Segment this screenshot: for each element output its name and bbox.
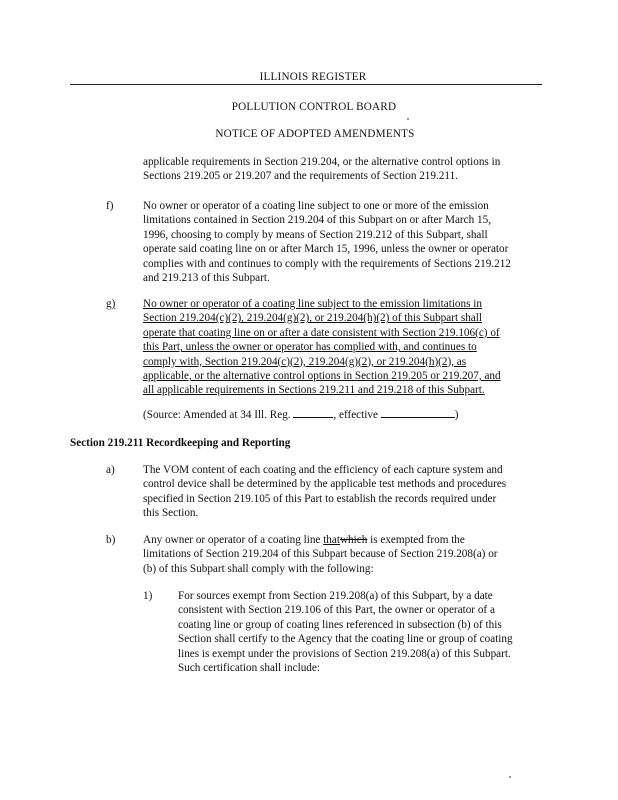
text-line: 1996, choosing to comply by means of Section 219.212 of this Subpart, shall [143,228,488,241]
b-line1-prefix: Any owner or operator of a coating line [143,534,324,546]
b-line1-suffix: is exempted from the [367,534,465,546]
added-word: that [323,534,340,546]
text-line: consistent with Section 219.106 of this Part, the owner or operator of a [178,604,495,617]
header-rule [70,84,542,85]
text-line: applicable, or the alternative control options in Section 219.205 or 219.207, and [143,370,501,383]
deleted-word: which [339,534,368,546]
text-line: applicable requirements in Section 219.204, or the alternative control options in [143,156,501,168]
text-line: No owner or operator of a coating line subject to the emission limitations in [143,298,482,310]
text-line: control device shall be determined by the applicable test methods and procedures [143,478,507,491]
source-middle: , effective [333,409,381,421]
section-heading: Section 219.211 Recordkeeping and Reporting [70,437,291,449]
text-line: Sections 219.205 or 219.207 and the requirements of Section 219.211. [143,170,458,183]
text-line: complies with and continues to comply with the requirements of Sections 219.212 [143,257,511,270]
scan-speck [509,776,511,778]
para-b-text [143,533,543,576]
text-line: and 219.213 of this Subpart. [143,272,270,285]
text-line: (b) of this Subpart shall comply with the following: [143,562,374,575]
text-line: this Section. [143,507,199,520]
text-line: specified in Section 219.105 of this Part to establish the records required under [143,492,497,505]
text-line: For sources exempt from Section 219.208(a) of this Subpart, by a date [178,590,493,602]
para-b1-label: 1) [143,590,153,602]
text-line: this Part, unless the owner or operator has complied with, and continues to [143,341,477,354]
text-line [143,533,543,547]
text-line: limitations of Section 219.204 of this Subpart because of Section 219.208(a) or [143,548,498,561]
text-line: coating line or group of coating lines referenced in subsection (b) of this [178,618,502,631]
scan-speck [407,118,409,120]
notice-title: NOTICE OF ADOPTED AMENDMENTS [215,128,415,140]
text-line: all applicable requirements in Sections 219.211 and 219.218 of this Subpart. [143,384,485,397]
para-a-label: a) [106,464,115,476]
text-line: Section 219.204(c)(2), 219.204(g)(2), or 219.204(h)(2) of this Subpart shall [143,312,482,325]
text-line: Section shall certify to the Agency that the coating line or group of coating [178,633,513,646]
text-line: The VOM content of each coating and the efficiency of each capture system and [143,464,503,476]
continuation-text [143,155,543,184]
para-f-text [143,199,543,285]
source-suffix: ) [454,409,459,421]
text-line: lines is exempt under the provisions of Section 219.208(a) of this Subpart. [178,647,511,660]
para-f-label: f) [106,200,114,212]
para-b-label: b) [106,534,116,546]
text-line: comply with, Section 219.204(c)(2), 219.204(g)(2), or 219.204(h)(2), as [143,355,467,368]
register-title: ILLINOIS REGISTER [259,71,367,83]
para-b1-text [178,589,546,675]
para-g-text [143,297,543,398]
reg-blank [293,407,333,418]
effective-blank [381,407,455,418]
text-line: No owner or operator of a coating line subject to one or more of the emission [143,200,489,212]
para-a-text [143,463,543,521]
text-line: Such certification shall include: [178,662,320,675]
text-line: operate that coating line on or after a date consistent with Section 219.106(c) of [143,326,500,339]
text-line: operate said coating line on or after March 15, 1996, unless the owner or operator [143,243,509,256]
para-g-label: g) [106,298,116,310]
text-line: limitations contained in Section 219.204 of this Subpart on or after March 15, [143,214,491,227]
board-title: POLLUTION CONTROL BOARD [231,101,397,113]
source-prefix: (Source: Amended at 34 Ill. Reg. [143,409,294,421]
source-note [143,407,458,422]
